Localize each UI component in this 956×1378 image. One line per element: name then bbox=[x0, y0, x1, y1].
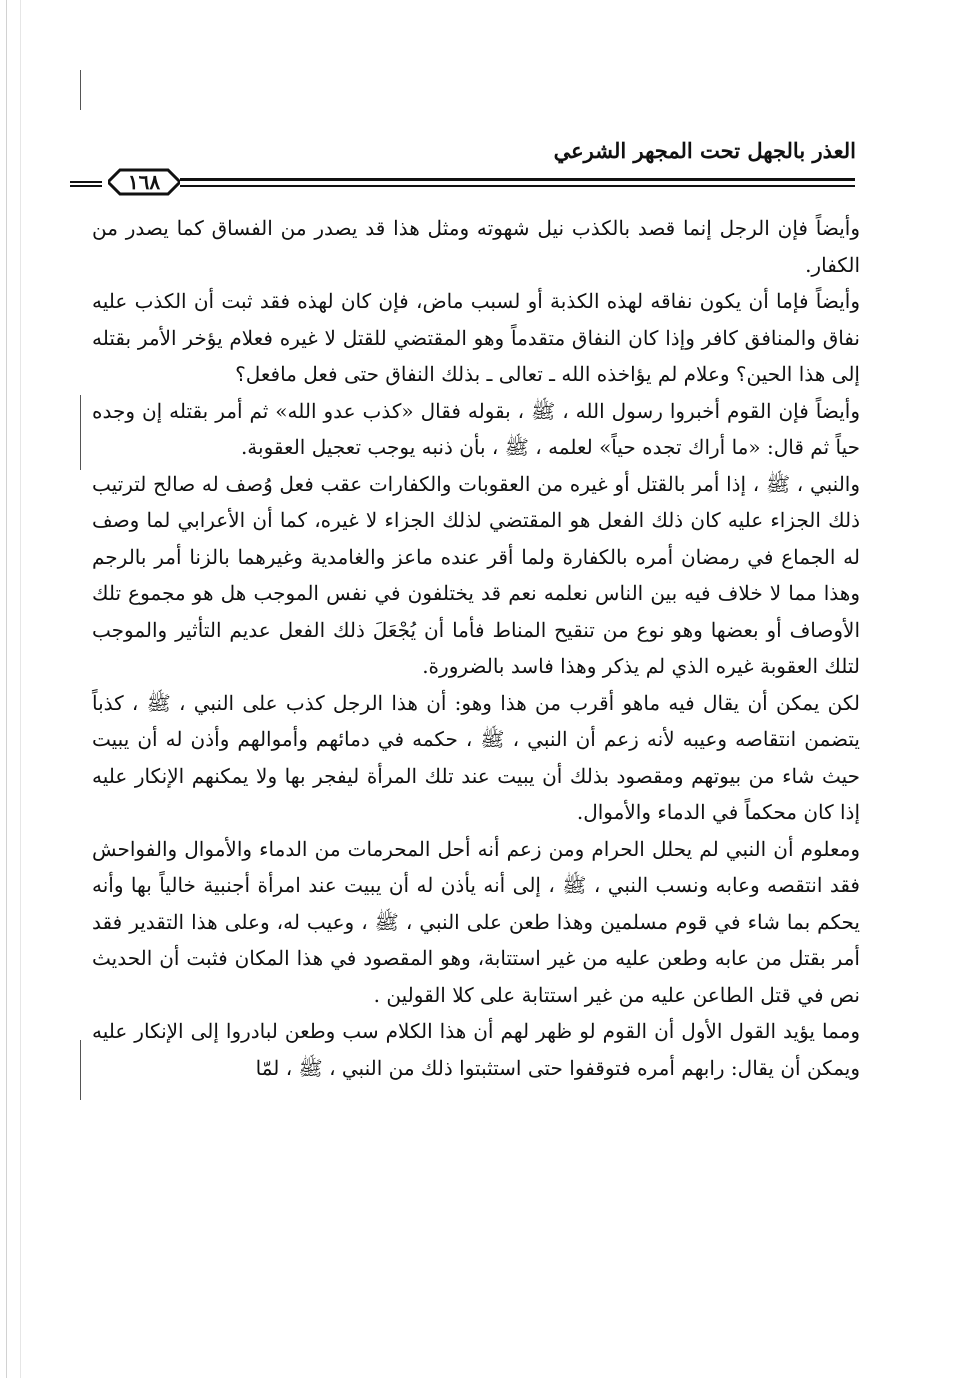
running-title: العذر بالجهل تحت المجهر الشرعي bbox=[553, 138, 856, 163]
paragraph: والنبي ، ﷺ ، إذا أمر بالقتل أو غيره من العقوبات والكفارات عقب فعل وُصف له صالح لترتيب ذلك الجزاء عليه كان ذلك الفعل هو المقتضي لذلك الجزاء لا غيره، كما أن الأعرابي لما وصف له الجماع في رمضان أمره بالكفارة ولما أقر عنده ماعز والغامدية وغيرهما بالزنا أمر بالرجم وهذا مما لا خلاف فيه بين الناس نعلمه نعم قد يختلفون في نفس الموجب هل هو مجموع تلك الأوصاف أو بعضها وهو نوع من تنقيح المناط فأما أن يُجْعَلَ ذلك الفعل عديم التأثير والموجب لتلك العقوبة غيره الذي لم يذكر وهذا فاسد بالضرورة. bbox=[92, 471, 860, 678]
scan-edge-line bbox=[6, 0, 7, 1378]
paragraph: ومعلوم أن النبي لم يحلل الحرام ومن زعم أنه أحل المحرمات من الدماء والأموال والفواحش فقد انتقصه وعابه ونسب النبي ، ﷺ ، إلى أنه يأذن له أن يبيت عند امرأة أجنبية خالياً بها وأنه يحكم بما شاء في قوم مسلمين وهذا طعن على النبي ، ﷺ ، وعيب له، وعلى هذا التقدير فقد أمر بقتل من عابه وطعن عليه من غير استتابة، وهو المقصود في هذا المكان فثبت أن الحديث نص في قتل الطاعن عليه من غير استتابة على كلا القولين . bbox=[92, 836, 860, 1007]
page-number-badge bbox=[108, 168, 180, 196]
margin-mark bbox=[80, 70, 81, 110]
margin-mark bbox=[80, 395, 81, 470]
margin-mark bbox=[80, 1040, 81, 1100]
page-number: ١٦٨ bbox=[127, 170, 161, 194]
body-text bbox=[92, 210, 860, 1086]
header-rule bbox=[180, 178, 855, 187]
paragraph: لكن يمكن أن يقال فيه ماهو أقرب من هذا وهو: أن هذا الرجل كذب على النبي ، ﷺ ، كذباً يتضمن انتقاصه وعيبه لأنه زعم أن النبي ، ﷺ ، حكمه في دمائهم وأموالهم وأذن له أن يبيت حيث شاء من بيوتهم ومقصود بذلك أن يبيت عند تلك المرأة ليفجر بها ولا يمكنهم الإنكار عليه إذا كان محكماً في الدماء والأموال. bbox=[92, 690, 860, 824]
paragraph: وأيضاً فإما أن يكون نفاقه لهذه الكذبة أو لسبب ماض، فإن كان لهذه فقد ثبت أن الكذب عليه نفاق والمنافق كافر وإذا كان النفاق متقدماً وهو المقتضي للقتل لا غيره فعلام يؤخر الأمر بقتله إلى هذا الحين؟ وعلام لم يؤاخذه الله ـ تعالى ـ بذلك النفاق حتى فعل مافعل؟ bbox=[92, 289, 861, 386]
paragraph: ومما يؤيد القول الأول أن القوم لو ظهر لهم أن هذا الكلام سب وطعن لبادروا إلى الإنكار عليه ويمكن أن يقال: رابهم أمره فتوقفوا حتى استثبتوا ذلك من النبي ، ﷺ ، لمّا bbox=[92, 1019, 860, 1080]
paragraph: وأيضاً فإن الرجل إنما قصد بالكذب نيل شهوته ومثل هذا قد يصدر من الفساق كما يصدر من الكفار. bbox=[92, 216, 860, 277]
scan-edge-line bbox=[20, 0, 21, 1378]
page-dash bbox=[70, 181, 102, 187]
paragraph: وأيضاً فإن القوم أخبروا رسول الله ، ﷺ ، بقوله فقال «كذب عدو الله» ثم أمر بقتله إن وجده حياً ثم قال: «ما أراك تجده حياً» لعلمه ، ﷺ ، بأن ذنبه يوجب تعجيل العقوبة. bbox=[92, 398, 860, 459]
